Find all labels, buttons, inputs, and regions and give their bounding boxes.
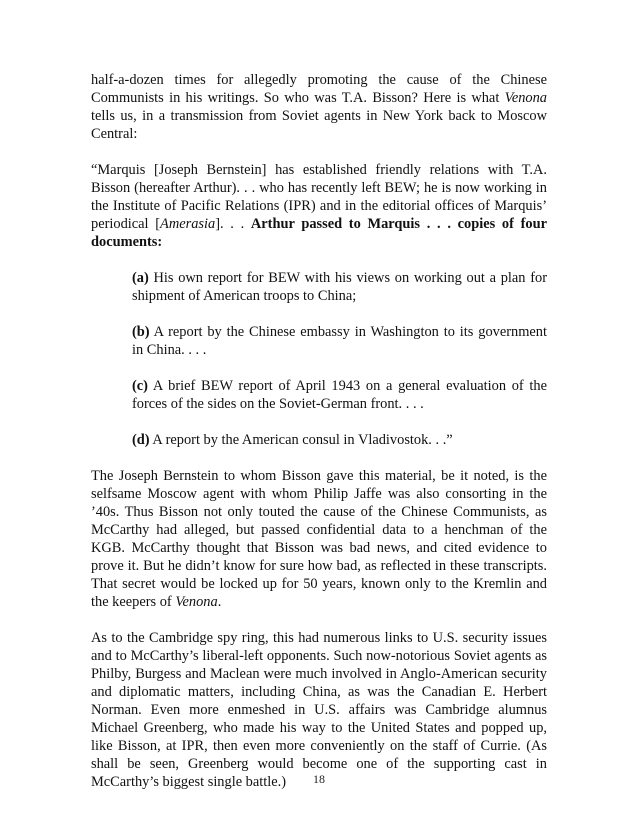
list-item-d: [132, 431, 547, 449]
paragraph-bisson-intro: [91, 71, 547, 143]
italic-amerasia: Amerasia: [160, 216, 216, 232]
bold-documents-heading: Arthur passed to Marquis . . . copies of four documents:: [91, 216, 547, 250]
item-text: A report by the American consul in Vladivostok. . .”: [149, 432, 453, 448]
paragraph-quote-marquis: [91, 161, 547, 251]
item-text: A report by the Chinese embassy in Washington to its government in China. . . .: [132, 324, 547, 358]
item-label: (a): [132, 270, 149, 286]
paragraph-text: The Joseph Bernstein to whom Bisson gave this material, be it noted, is the selfsame Moscow agent with whom Philip Jaffe was also consorting in the ’40s. Thus Bisson not only touted the cause of the Chinese Communists, as McCarthy had alleged, but passed confidential data to a henchman of the KGB. McCarthy thought that Bisson was bad news, and cited evidence to prove it. But he didn’t know for sure how bad, as reflected in these transcripts. That secret would be locked up for 50 years, known only to the Kremlin and the keepers of: [91, 468, 547, 610]
list-item-a: [132, 269, 547, 305]
item-label: (b): [132, 324, 150, 340]
document-page: [91, 71, 547, 809]
item-label: (d): [132, 432, 150, 448]
list-item-c: [132, 377, 547, 413]
page-number: 18: [313, 772, 325, 786]
paragraph-text: tells us, in a transmission from Soviet agents in New York back to Moscow Central:: [91, 108, 547, 142]
paragraph-bernstein: [91, 467, 547, 611]
item-text: His own report for BEW with his views on working out a plan for shipment of American troops to China;: [132, 270, 547, 304]
italic-venona: Venona: [504, 90, 547, 106]
paragraph-text: “Marquis [Joseph Bernstein] has established friendly relations with T.A. Bisson (hereafter Arthur). . . who has recently left BEW; he is now working in the Institute of Pacific Relations (IPR) and in the editorial offices of Marquis’ periodical [: [91, 162, 547, 232]
item-label: (c): [132, 378, 148, 394]
italic-venona: Venona: [175, 594, 218, 610]
paragraph-cambridge-ring: As to the Cambridge spy ring, this had numerous links to U.S. security issues and to McCarthy’s liberal-left opponents. Such now-notorious Soviet agents as Philby, Burgess and Maclean were much involved in Anglo-American security and diplomatic matters, including China, as was the Canadian E. Herbert Norman. Even more enmeshed in U.S. affairs was Cambridge alumnus Michael Greenberg, who made his way to the United States and popped up, like Bisson, at IPR, then even more conveniently on the staff of Currie. (As shall be seen, Greenberg would become one of the supporting cast in McCarthy’s biggest single battle.): [91, 630, 547, 790]
item-text: A brief BEW report of April 1943 on a general evaluation of the forces of the sides on the Soviet-German front. . . .: [132, 378, 547, 412]
paragraph-text: half-a-dozen times for allegedly promoting the cause of the Chinese Communists in his writings. So who was T.A. Bisson? Here is what: [91, 72, 547, 106]
paragraph-text: .: [217, 594, 222, 610]
list-item-b: [132, 323, 547, 359]
paragraph-text: ]. . .: [215, 216, 251, 232]
